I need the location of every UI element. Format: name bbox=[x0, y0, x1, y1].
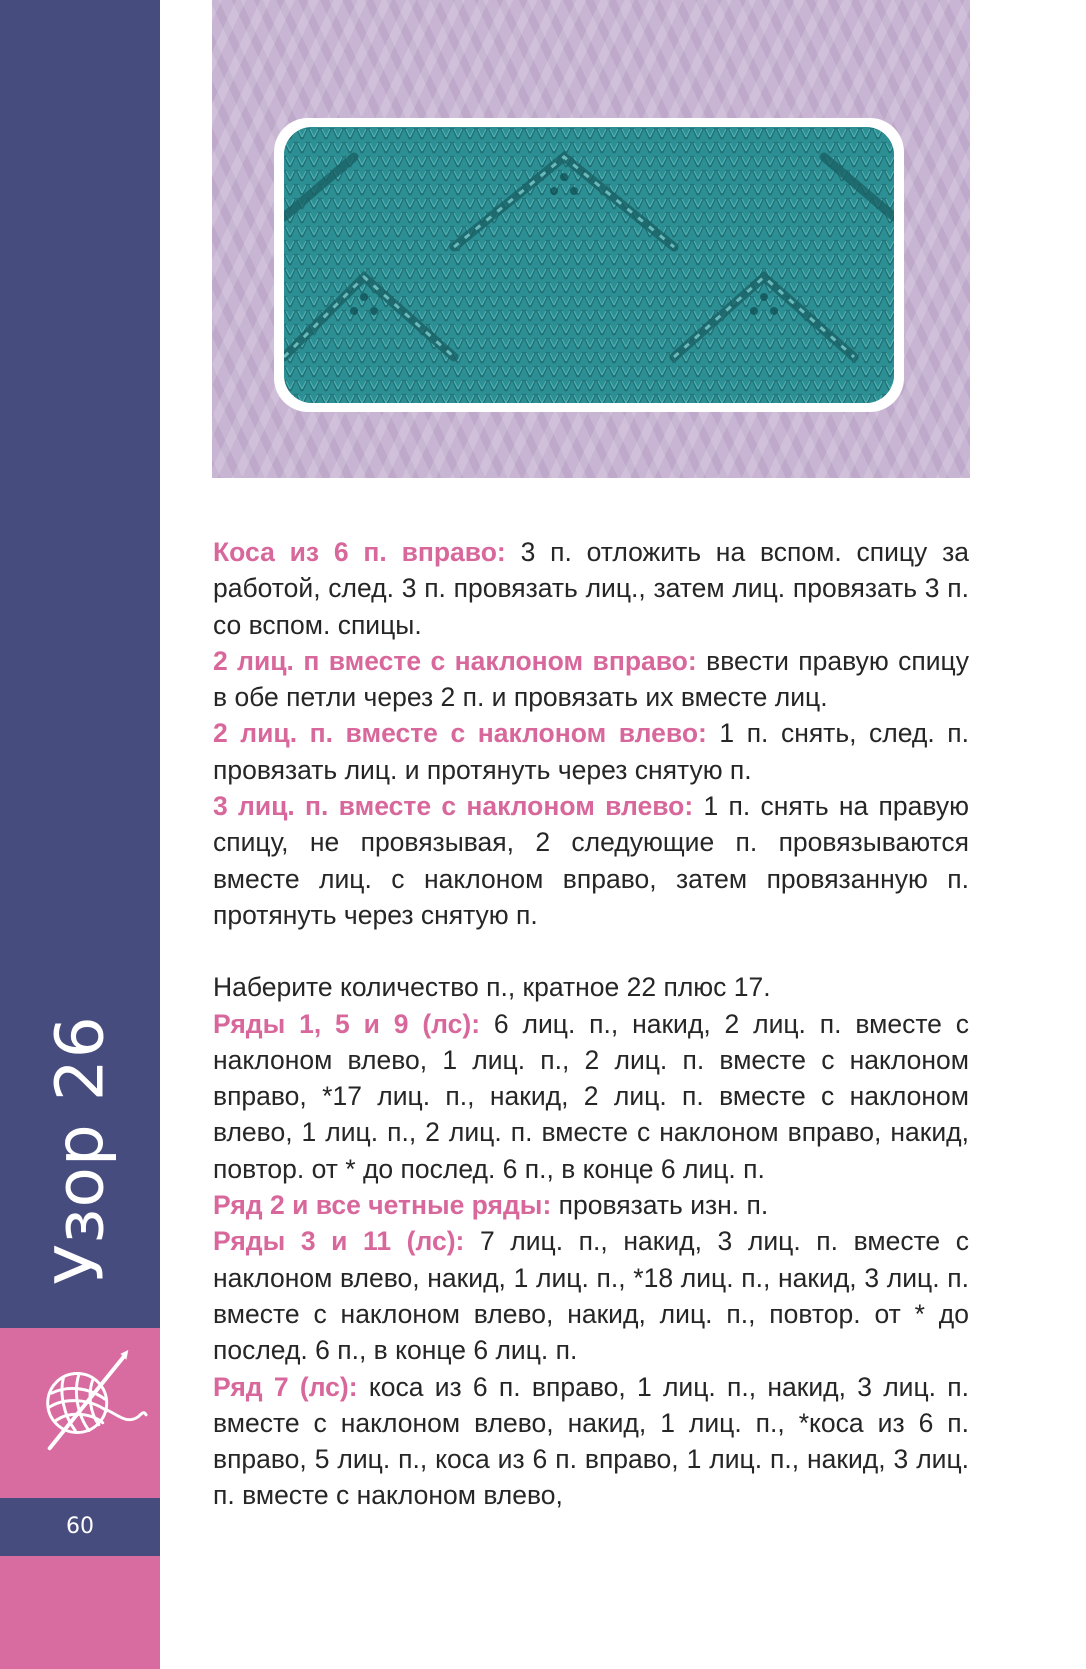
row-instruction-4: Ряд 7 (лс): коса из 6 п. вправо, 1 лиц. п., накид, 3 лиц. п. вместе с наклоном влево, накид, 1 лиц. п., *коса из 6 п. вправо, 5 лиц. п., коса из 6 п. вправо, 1 лиц. п., накид, 3 лиц. п. вместе с наклоном влево, bbox=[213, 1371, 969, 1511]
pattern-title bbox=[0, 1000, 160, 1300]
yarn-ball-icon bbox=[30, 1346, 148, 1464]
pattern-title-text: Узор 26 bbox=[41, 1015, 119, 1285]
row-instruction-3: Ряды 3 и 11 (лс): 7 лиц. п., накид, 3 лиц. п. вместе с наклоном влево, накид, 1 лиц. п., *18 лиц. п., накид, 3 лиц. п. вместе с наклоном влево, накид, лиц. п., повтор. от * до послед. 6 п., в конце 6 лиц. п. bbox=[213, 1226, 969, 1366]
abbreviation-2: 2 лиц. п вместе с наклоном вправо: ввести правую спицу в обе петли через 2 п. и провязать их вместе лиц. bbox=[213, 645, 969, 713]
knitted-swatch-image bbox=[284, 127, 894, 403]
row-instruction-2: Ряд 2 и все четные ряды: провязать изн. п. bbox=[213, 1190, 769, 1221]
sidebar bbox=[0, 0, 160, 1669]
swatch-frame bbox=[274, 118, 904, 412]
photo-background bbox=[212, 0, 970, 478]
cast-on-instruction: Наберите количество п., кратное 22 плюс 17. bbox=[213, 972, 771, 1003]
abbreviation-1: Коса из 6 п. вправо: 3 п. отложить на вспом. спицу за работой, след. 3 п. провязать лиц., затем лиц. провязать 3 п. со вспом. спицы. bbox=[213, 537, 969, 640]
pink-footer-block bbox=[0, 1556, 160, 1669]
abbreviation-4: 3 лиц. п. вместе с наклоном влево: 1 п. снять на правую спицу, не провязывая, 2 следующие п. провязываются вместе лиц. с наклоном вправо, затем провязанную п. протянуть через снятую п. bbox=[213, 791, 969, 930]
pattern-instructions bbox=[213, 534, 969, 1514]
abbreviation-3: 2 лиц. п. вместе с наклоном влево: 1 п. снять, след. п. провязать лиц. и протянуть через снятую п. bbox=[213, 718, 969, 785]
page-number: 60 bbox=[0, 1498, 160, 1556]
row-instruction-1: Ряды 1, 5 и 9 (лс): 6 лиц. п., накид, 2 лиц. п. вместе с наклоном влево, 1 лиц. п., 2 лиц. п. вместе с наклоном вправо, *17 лиц. п., накид, 2 лиц. п. вместе с наклоном влево, 1 лиц. п., 2 лиц. п. вместе с наклоном вправо, накид, повтор. от * до послед. 6 п., в конце 6 лиц. п. bbox=[213, 1008, 969, 1184]
yarn-badge bbox=[0, 1328, 160, 1498]
